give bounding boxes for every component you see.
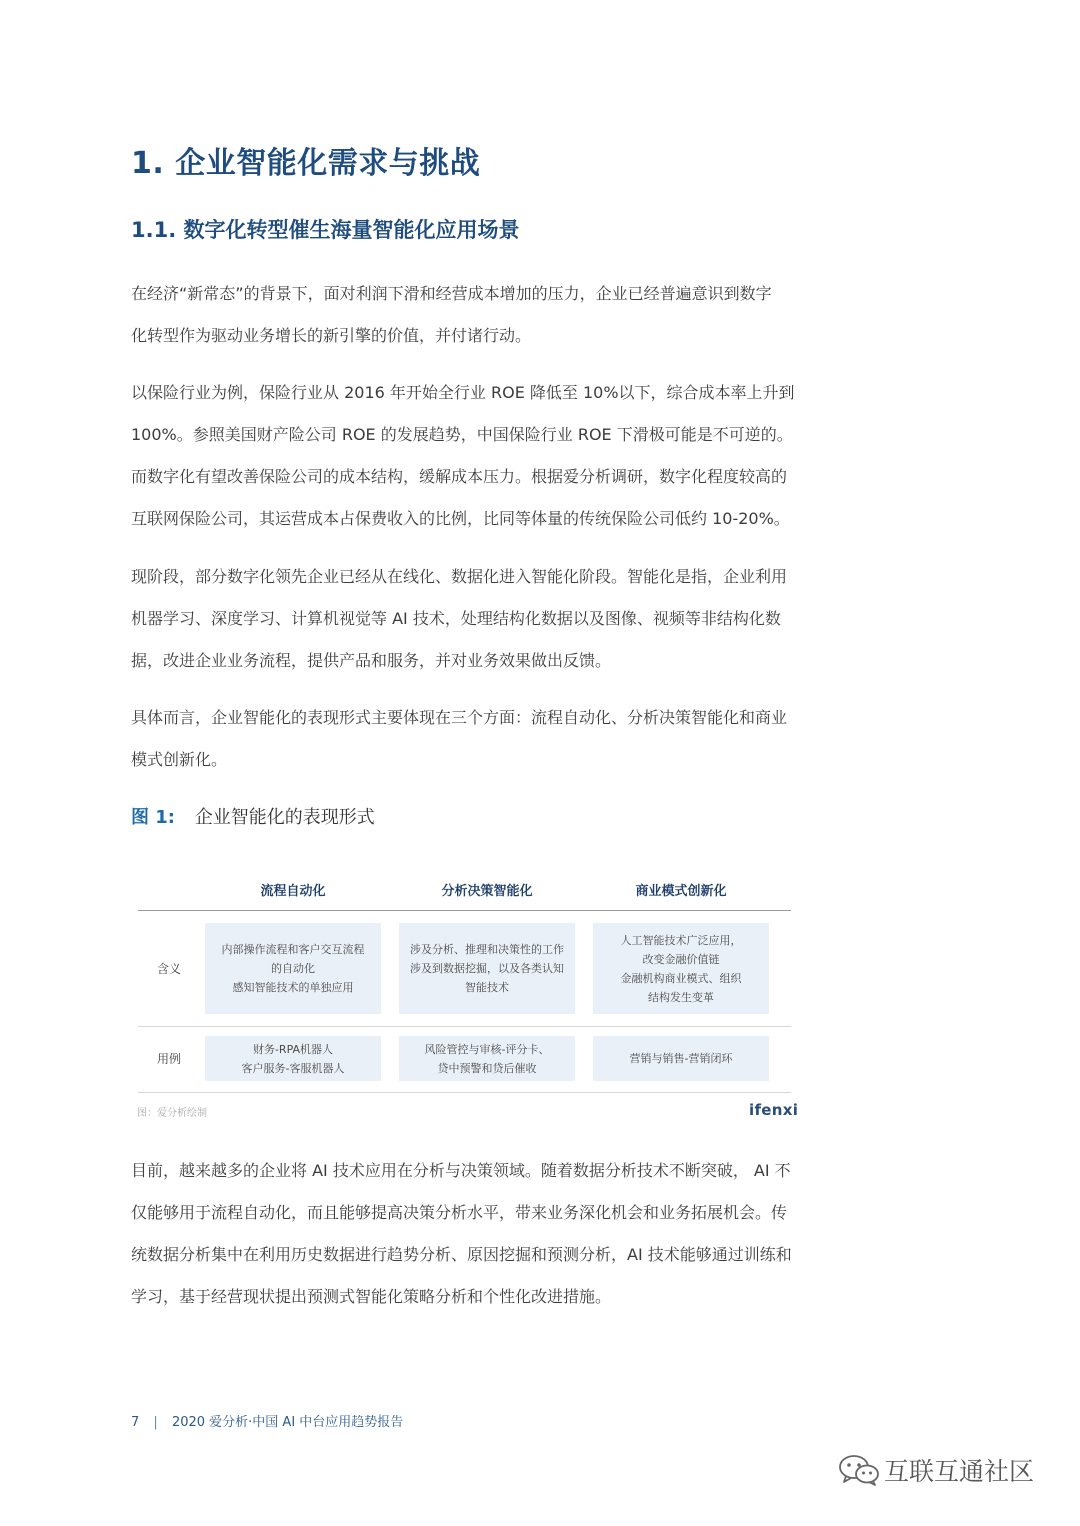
- table-row-divider: [138, 1026, 791, 1027]
- table-cell: [205, 923, 381, 1014]
- watermark: [838, 1452, 1034, 1488]
- report-title: 2020 爱分析·中国 AI 中台应用趋势报告: [171, 1415, 404, 1430]
- cell-line: 的自动化: [271, 962, 315, 975]
- paragraph-line: 仅能够用于流程自动化，而且能够提高决策分析水平，带来业务深化机会和业务拓展机会。传: [131, 1203, 788, 1222]
- cell-line: 改变金融价值链: [642, 952, 720, 966]
- paragraph-2: [131, 372, 801, 540]
- paragraph-4: [131, 697, 801, 781]
- cell-line: 人工智能技术广泛应用，: [620, 933, 742, 947]
- column-header: 商业模式创新化: [635, 884, 727, 899]
- row-label: 含义: [156, 962, 181, 976]
- table-cell: [205, 1036, 381, 1081]
- paragraph-line: 互联网保险公司，其运营成本占保费收入的比例，比同等体量的传统保险公司低约 10-20%。: [131, 509, 790, 528]
- section-heading: 1. 企业智能化需求与挑战: [131, 146, 481, 181]
- wechat-icon: [838, 1453, 880, 1487]
- cell-line: 内部操作流程和客户交互流程: [221, 943, 365, 956]
- column-header: 分析决策智能化: [441, 884, 533, 899]
- paragraph-line: 100%。参照美国财产险公司 ROE 的发展趋势，中国保险行业 ROE 下滑极可能是不可逆的。: [131, 425, 793, 444]
- table-bottom-rule: [138, 1092, 791, 1093]
- paragraph-line: 现阶段，部分数字化领先企业已经从在线化、数据化进入智能化阶段。智能化是指，企业利用: [131, 567, 788, 586]
- cell-line: 金融机构商业模式、组织: [620, 971, 742, 985]
- paragraph-line: 模式创新化。: [131, 750, 228, 769]
- table-cell: [593, 1036, 769, 1081]
- paragraph-line: 机器学习、深度学习、计算机视觉等 AI 技术，处理结构化数据以及图像、视频等非结构化数: [131, 609, 781, 628]
- paragraph-line: 而数字化有望改善保险公司的成本结构，缓解成本压力。根据爱分析调研，数字化程度较高的: [131, 467, 788, 486]
- page-footer: [131, 1411, 403, 1430]
- watermark-text: 互联互通社区: [884, 1457, 1035, 1486]
- table-cell: [399, 923, 575, 1014]
- figure-table: [138, 870, 791, 1125]
- footer-separator: |: [153, 1415, 158, 1430]
- table-cell: [593, 923, 769, 1014]
- table-header-rule: [138, 910, 791, 911]
- paragraph-line: 据，改进企业业务流程，提供产品和服务，并对业务效果做出反馈。: [131, 651, 612, 670]
- column-header: 流程自动化: [260, 884, 326, 899]
- cell-line: 涉及到数据挖掘，以及各类认知: [410, 962, 564, 975]
- cell-line: 智能技术: [465, 981, 509, 994]
- figure-title: 企业智能化的表现形式: [194, 807, 375, 828]
- paragraph-line: 学习，基于经营现状提出预测式智能化策略分析和个性化改进措施。: [131, 1287, 612, 1306]
- cell-line: 感知智能技术的单独应用: [232, 981, 354, 994]
- table-cell: [399, 1036, 575, 1081]
- paragraph-line: 具体而言，企业智能化的表现形式主要体现在三个方面：流程自动化、分析决策智能化和商业: [131, 708, 788, 727]
- paragraph-line: 以保险行业为例，保险行业从 2016 年开始全行业 ROE 降低至 10%以下，综合成本率上升到: [131, 383, 795, 402]
- cell-line: 风险管控与审核-评分卡、: [424, 1042, 550, 1056]
- figure-source: 图：爱分析绘制: [137, 1108, 207, 1119]
- paragraph-line: 化转型作为驱动业务增长的新引擎的价值，并付诸行动。: [131, 326, 532, 345]
- figure-caption: [131, 803, 375, 829]
- paragraph-line: 目前，越来越多的企业将 AI 技术应用在分析与决策领域。随着数据分析技术不断突破， AI 不: [131, 1161, 791, 1180]
- page-number: 7: [131, 1415, 140, 1430]
- paragraph-3: [131, 556, 801, 682]
- paragraph-line: 在经济“新常态”的背景下，面对利润下滑和经营成本增加的压力，企业已经普遍意识到数字: [131, 284, 772, 303]
- cell-line: 财务-RPA机器人: [252, 1042, 334, 1056]
- cell-line: 涉及分析、推理和决策性的工作: [410, 943, 564, 956]
- paragraph-1: [131, 273, 801, 357]
- figure-number: 图 1:: [131, 807, 175, 828]
- ifenxi-logo: ifenxi: [749, 1101, 799, 1119]
- cell-line: 客户服务-客服机器人: [241, 1061, 345, 1075]
- paragraph-5: [131, 1150, 801, 1318]
- row-label: 用例: [156, 1052, 181, 1066]
- subsection-heading: 1.1. 数字化转型催生海量智能化应用场景: [131, 218, 520, 242]
- paragraph-line: 统数据分析集中在利用历史数据进行趋势分析、原因挖掘和预测分析，AI 技术能够通过训练和: [131, 1245, 792, 1264]
- cell-line: 结构发生变革: [648, 990, 714, 1004]
- cell-line: 贷中预警和贷后催收: [437, 1061, 537, 1075]
- cell-line: 营销与销售-营销闭环: [629, 1052, 733, 1065]
